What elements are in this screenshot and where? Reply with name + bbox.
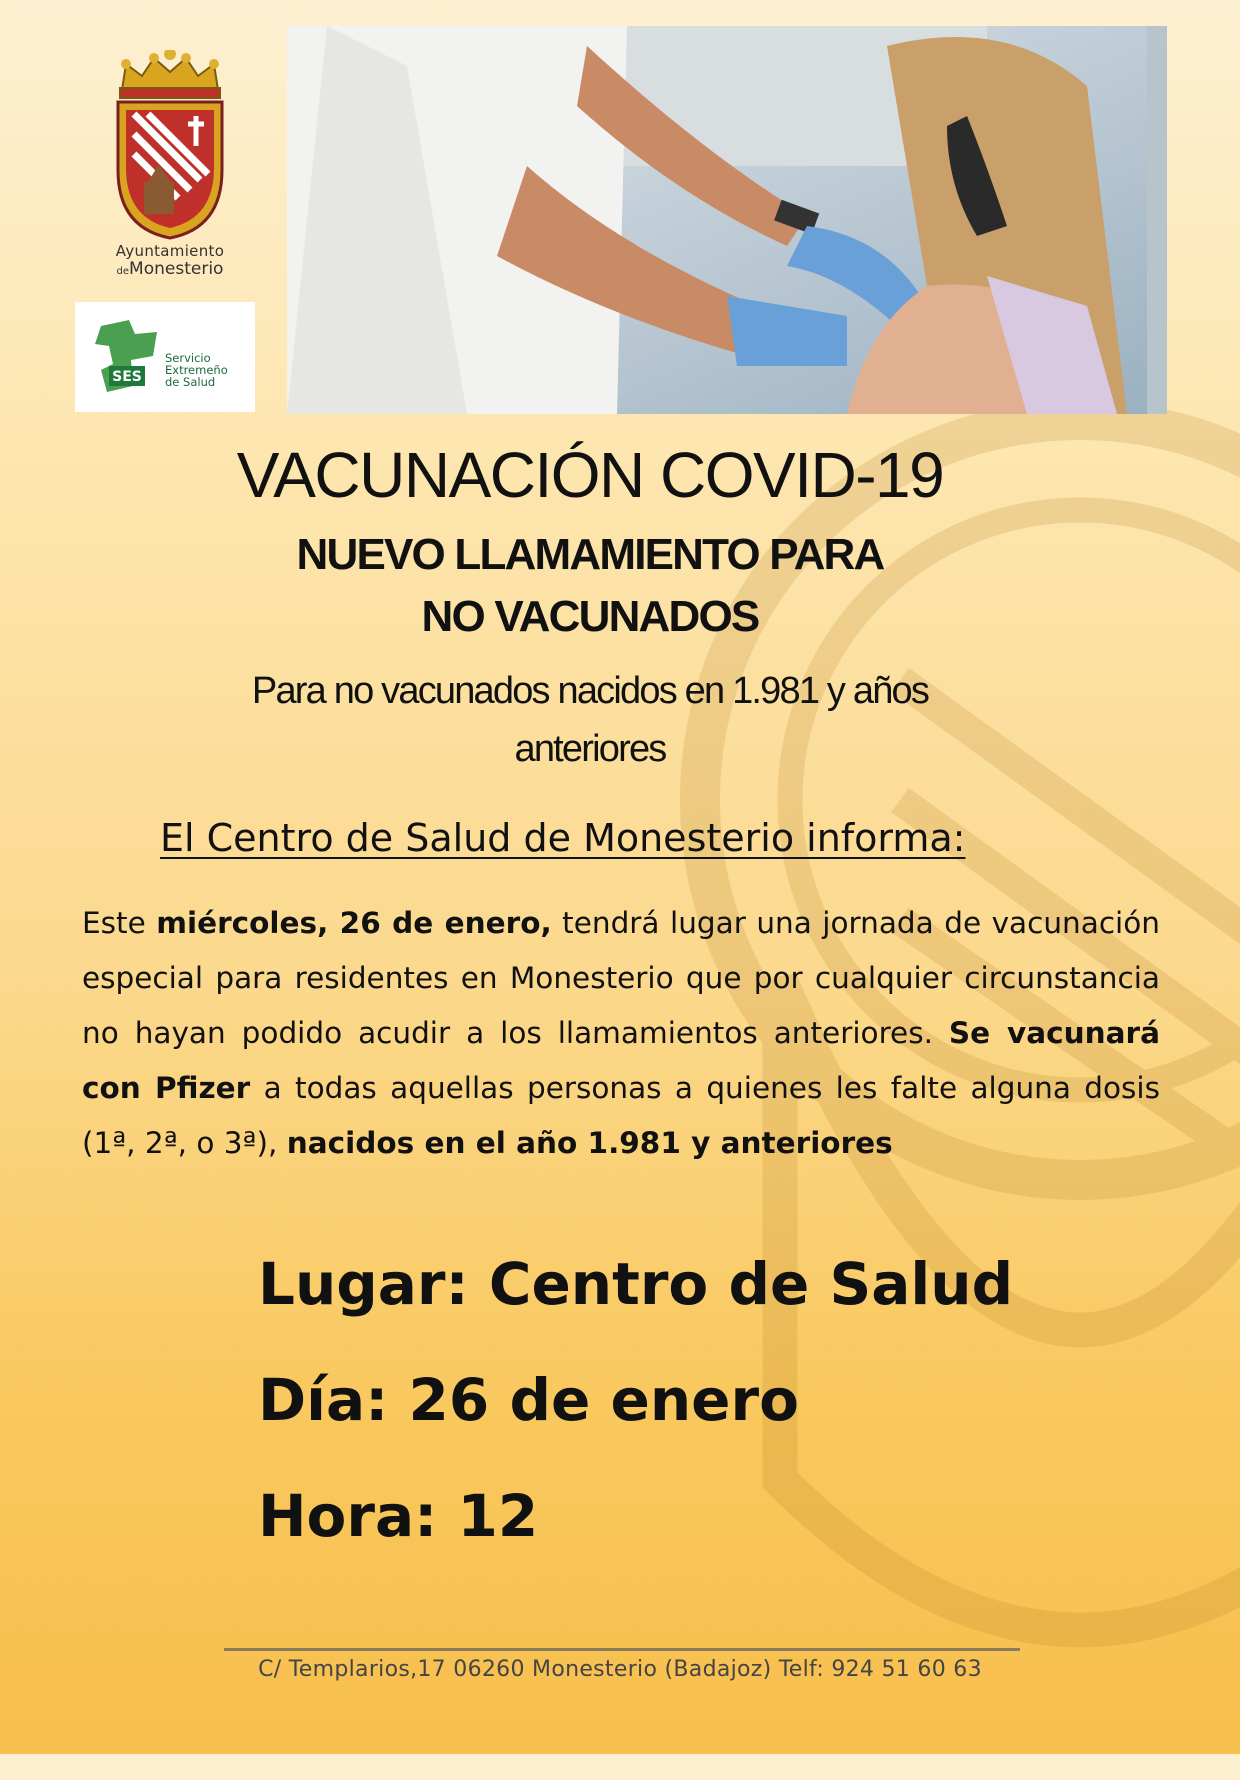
- ses-logo: [75, 302, 255, 412]
- body-bold-date: miércoles, 26 de enero,: [156, 906, 552, 940]
- page-subtitle: [60, 524, 1120, 648]
- town-name-line2: [96, 260, 244, 281]
- body-text-1: Este: [82, 906, 157, 940]
- audience-line1: Para no vacunados nacidos en 1.981 y años: [251, 670, 929, 712]
- footer-address: C/ Templarios,17 06260 Monesterio (Badajoz) Telf: 924 51 60 63: [258, 1657, 982, 1682]
- ses-name-line3: de Salud: [165, 375, 216, 389]
- subtitle-line2: NO VACUNADOS: [421, 592, 759, 641]
- town-name-line1: Ayuntamiento: [115, 242, 225, 260]
- town-prefix: de: [116, 266, 130, 277]
- audience-line2: anteriores: [514, 728, 666, 770]
- detail-lugar: Lugar: Centro de Salud: [258, 1250, 1014, 1318]
- informa-heading: El Centro de Salud de Monesterio informa:: [160, 816, 966, 860]
- body-bold-born: nacidos en el año 1.981 y anteriores: [286, 1126, 893, 1160]
- ses-map-icon: [91, 316, 161, 396]
- detail-dia: Día: 26 de enero: [258, 1366, 799, 1434]
- vaccination-photo: [287, 26, 1167, 414]
- body-text-2: tendrá lugar una jornada de vacunación especial para residentes en Monesterio que por cualquier circunstancia no hayan podido acudir a los llamamientos anteriores.: [82, 906, 1160, 1050]
- town-name: Monesterio: [129, 259, 224, 279]
- body-text-3: a todas aquellas personas a quienes les falte alguna dosis (1ª, 2ª, o 3ª),: [82, 1071, 1160, 1160]
- ses-name-line1: Servicio: [165, 351, 211, 365]
- coat-of-arms-icon: [104, 50, 236, 240]
- ayuntamiento-logo: [96, 50, 244, 300]
- ses-name-line2: Extremeño: [165, 363, 228, 377]
- subtitle-line1: NUEVO LLAMAMIENTO PARA: [296, 530, 884, 579]
- ses-name: [165, 352, 228, 388]
- announcement-paragraph: [82, 896, 1160, 1171]
- audience-text: [60, 662, 1120, 778]
- ses-abbr: SES: [112, 369, 142, 385]
- body-bold-pfizer: Se vacunará con Pfizer: [82, 1016, 1160, 1105]
- detail-hora: Hora: 12: [258, 1482, 539, 1550]
- page-title: VACUNACIÓN COVID-19: [236, 439, 944, 511]
- footer-divider: [224, 1648, 1020, 1651]
